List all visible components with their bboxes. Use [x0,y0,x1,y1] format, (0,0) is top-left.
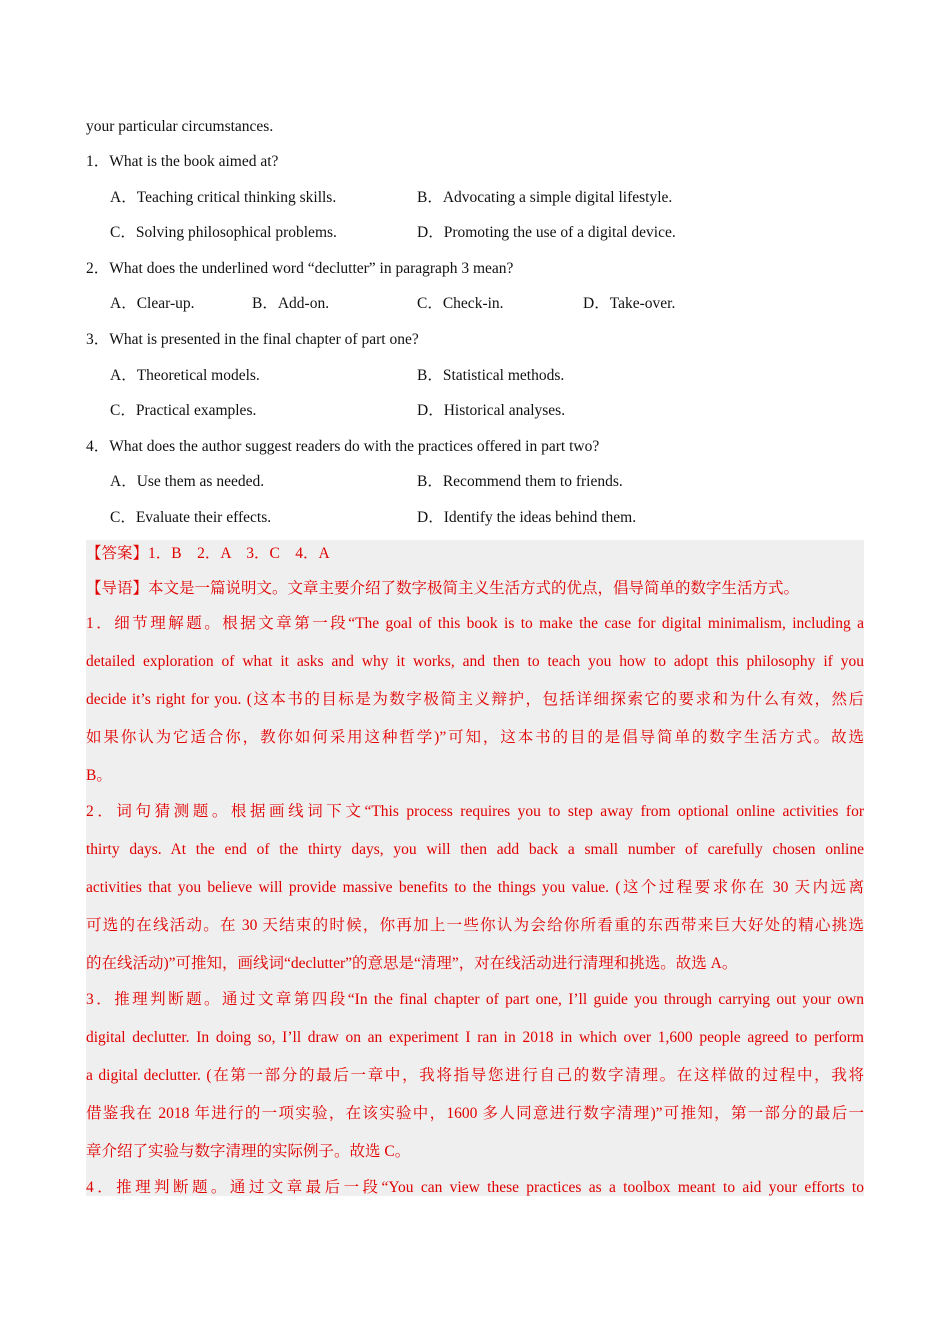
option-1a [110,188,336,208]
option-letter: B． [417,189,443,206]
question-text: What does the underlined word “declutter” in paragraph 3 mean? [109,260,514,277]
option-text: Add-on. [277,295,330,312]
explanation-3-line-3: a digital declutter. (在第一部分的最后一章中，我将指导您进行自己的数字清理。在这样做的过程中，我将 [86,1067,864,1084]
option-text: Evaluate their effects. [135,509,272,526]
question-number: 2． [86,260,110,277]
explanation-2-line-1: 2．词句猜测题。根据画线词下文“This process requires you to step away from optional online activities for [86,803,864,820]
question-4 [86,437,599,457]
guide-line [86,579,864,599]
explanation-2-line-4: 可选的在线活动。在 30 天结束的时候，你再加上一些你认为会给你所看重的东西带来巨大好处的精心挑选 [86,917,864,934]
option-2c [417,294,504,314]
explanation-2-line-5: 的在线活动)”可推知，画线词“declutter”的意思是“清理”，对在线活动进行清理和挑选。故选 A。 [86,955,738,972]
answer-label: 【答案】 [86,545,149,562]
explanation-1-line-1: 1．细节理解题。根据文章第一段“The goal of this book is to make the case for digital minimalism, including a [86,615,864,632]
option-text: Historical analyses. [443,402,566,419]
explanation-2-line-2: thirty days. At the end of the thirty days, you will then add back a small number of carefully chosen online [86,841,864,858]
intro-tail-text: your particular circumstances. [86,118,274,135]
option-letter: A． [110,473,137,490]
option-letter: A． [110,367,137,384]
option-2d [583,294,675,314]
option-letter: D． [417,509,444,526]
guide-text: 本文是一篇说明文。文章主要介绍了数字极简主义生活方式的优点，倡导简单的数字生活方式。 [148,580,800,597]
question-number: 3． [86,331,110,348]
question-text: What is the book aimed at? [109,153,279,170]
option-letter: B． [417,367,443,384]
option-4c [110,508,271,528]
explanation-3-line-4: 借鉴我在 2018 年进行的一项实验，在该实验中，1600 多人同意进行数字清理)”可推知，第一部分的最后一 [86,1105,864,1122]
explanation-3-line-5: 章介绍了实验与数字清理的实际例子。故选 C。 [86,1143,411,1160]
option-letter: D． [417,224,444,241]
answer-line [86,544,864,564]
explanation-1-line-2: detailed exploration of what it asks and why it works, and then to teach you how to adopt this philosophy if you [86,653,864,670]
option-text: Practical examples. [135,402,257,419]
option-text: Advocating a simple digital lifestyle. [442,189,673,206]
option-letter: C． [110,224,136,241]
explanation-3-line-1: 3．推理判断题。通过文章第四段“In the final chapter of part one, I’ll guide you through carrying out your own [86,991,864,1008]
option-letter: B． [252,295,278,312]
option-letter: D． [583,295,610,312]
question-3 [86,330,419,350]
question-2 [86,259,513,279]
question-text: What does the author suggest readers do with the practices offered in part two? [109,438,600,455]
option-letter: B． [417,473,443,490]
explanation-4-line-1: 4．推理判断题。通过文章最后一段“You can view these practices as a toolbox meant to aid your efforts to [86,1179,864,1196]
option-3b [417,366,564,386]
option-text: Take-over. [609,295,676,312]
option-letter: C． [110,509,136,526]
explanation-1-line-3: decide it’s right for you. (这本书的目标是为数字极简主义辩护，包括详细探索它的要求和为什么有效，然后 [86,691,864,708]
option-4b [417,472,623,492]
option-3c [110,401,256,421]
option-letter: A． [110,189,137,206]
option-4a [110,472,264,492]
answer-section-background [86,540,864,1196]
question-1 [86,152,278,172]
option-3a [110,366,260,386]
option-text: Check-in. [442,295,504,312]
option-text: Teaching critical thinking skills. [136,189,337,206]
option-letter: C． [417,295,443,312]
option-4d [417,508,636,528]
option-text: Use them as needed. [136,473,265,490]
option-1c [110,223,337,243]
option-text: Clear-up. [136,295,195,312]
question-number: 1． [86,153,110,170]
option-1d [417,223,676,243]
option-letter: C． [110,402,136,419]
option-text: Solving philosophical problems. [135,224,337,241]
option-letter: D． [417,402,444,419]
explanation-2-line-3: activities that you believe will provide massive benefits to the things you value. (这个过程要求你在 30 天内远离 [86,879,864,896]
guide-label: 【导语】 [86,580,149,597]
explanation-1-line-5: B。 [86,767,112,784]
option-2b [252,294,329,314]
option-text: Theoretical models. [136,367,260,384]
option-text: Recommend them to friends. [442,473,623,490]
option-text: Promoting the use of a digital device. [443,224,676,241]
explanation-3-line-2: digital declutter. In doing so, I’ll draw on an experiment I ran in 2018 in which over 1,600 people agreed to perform [86,1029,864,1046]
option-text: Statistical methods. [442,367,565,384]
option-3d [417,401,565,421]
explanation-1-line-4: 如果你认为它适合你，教你如何采用这种哲学)”可知，这本书的目的是倡导简单的数字生活方式。故选 [86,729,864,746]
option-1b [417,188,672,208]
question-number: 4． [86,438,110,455]
option-2a [110,294,195,314]
question-text: What is presented in the final chapter of part one? [109,331,419,348]
option-text: Identify the ideas behind them. [443,509,637,526]
answer-text: 1．B 2．A 3．C 4．A [148,545,330,562]
option-letter: A． [110,295,137,312]
